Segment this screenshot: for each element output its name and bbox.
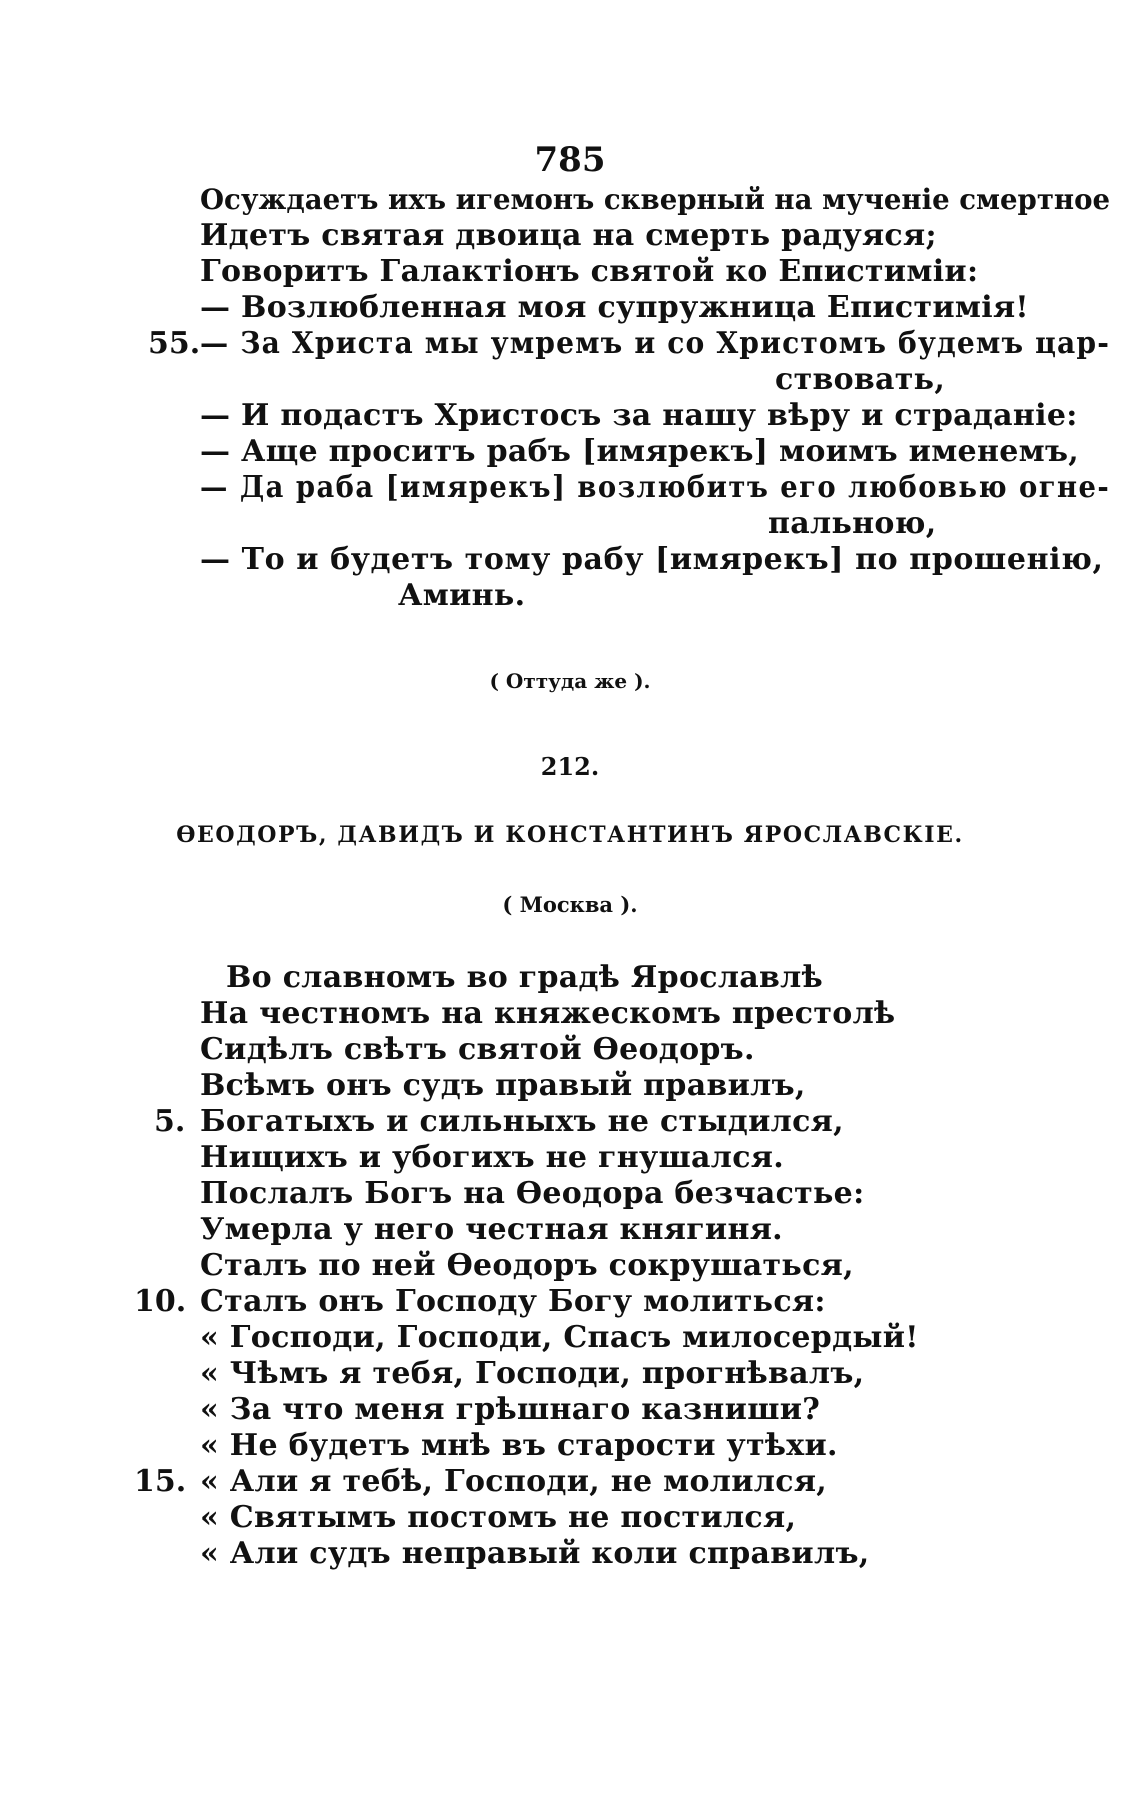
poem-line: Говоритъ Галактіонъ святой ко Епистиміи: <box>200 254 979 289</box>
poem-line: « За что меня грѣшнаго казниши? <box>200 1392 821 1427</box>
poem-line: — За Христа мы умремъ и со Христомъ будемъ цар- <box>200 326 1111 361</box>
poem-line: Во славномъ во градѣ Ярославлѣ <box>226 960 824 995</box>
poem-line: Умерла у него честная княгиня. <box>200 1212 783 1247</box>
poem-line: Сидѣлъ свѣтъ святой Ѳеодоръ. <box>200 1032 755 1067</box>
line-number: 15. <box>134 1464 187 1499</box>
poem-line: « Не будетъ мнѣ въ старости утѣхи. <box>200 1428 838 1463</box>
line-number: 10. <box>134 1284 187 1319</box>
line-number: 55. <box>148 326 201 361</box>
poem-line: — Возлюбленная моя супружница Епистимія! <box>200 290 1029 325</box>
poem-line: Послалъ Богъ на Ѳеодора безчастье: <box>200 1176 865 1211</box>
poem-line-continuation: пальною, <box>768 506 937 541</box>
poem-line: Сталъ по ней Ѳеодоръ сокрушаться, <box>200 1248 854 1283</box>
poem-line: Идетъ святая двоица на смерть радуяся; <box>200 218 937 253</box>
poem-line: Всѣмъ онъ судъ правый правилъ, <box>200 1068 806 1103</box>
poem-line: Богатыхъ и сильныхъ не стыдился, <box>200 1104 844 1139</box>
poem-line: « Святымъ постомъ не постился, <box>200 1500 797 1535</box>
line-number: 5. <box>154 1104 186 1139</box>
poem-line: Сталъ онъ Господу Богу молиться: <box>200 1284 826 1319</box>
poem-line: Осуждаетъ ихъ игемонъ скверный на мученіе смертное <box>200 183 1111 216</box>
poem-line-continuation: ствовать, <box>775 362 946 397</box>
poem-line: « Али судъ неправый коли справилъ, <box>200 1536 870 1571</box>
poem-line-amen: Аминь. <box>398 578 526 613</box>
section-title: ѲЕОДОРЪ, ДАВИДЪ И КОНСТАНТИНЪ ЯРОСЛАВСКІЕ. <box>176 822 964 848</box>
source-note: ( Оттуда же ). <box>489 669 651 693</box>
poem-line: — То и будетъ тому рабу [имярекъ] по прошенію, <box>200 542 1104 577</box>
poem-line: — Аще проситъ рабъ [имярекъ] моимъ именемъ, <box>200 434 1080 469</box>
poem-line: Нищихъ и убогихъ не гнушался. <box>200 1140 784 1175</box>
page-number: 785 <box>534 140 606 180</box>
poem-line: — Да раба [имярекъ] возлюбитъ его любовью огне- <box>200 470 1111 505</box>
section-number: 212. <box>540 752 600 781</box>
poem-line: « Чѣмъ я тебя, Господи, прогнѣвалъ, <box>200 1356 865 1391</box>
poem-line: « Господи, Господи, Спасъ милосердый! <box>200 1320 919 1355</box>
poem-line: « Али я тебѣ, Господи, не молился, <box>200 1464 828 1499</box>
poem-line: На честномъ на княжескомъ престолѣ <box>200 996 896 1031</box>
section-place: ( Москва ). <box>502 892 638 917</box>
poem-line: — И подастъ Христосъ за нашу вѣру и страданіе: <box>200 398 1078 433</box>
